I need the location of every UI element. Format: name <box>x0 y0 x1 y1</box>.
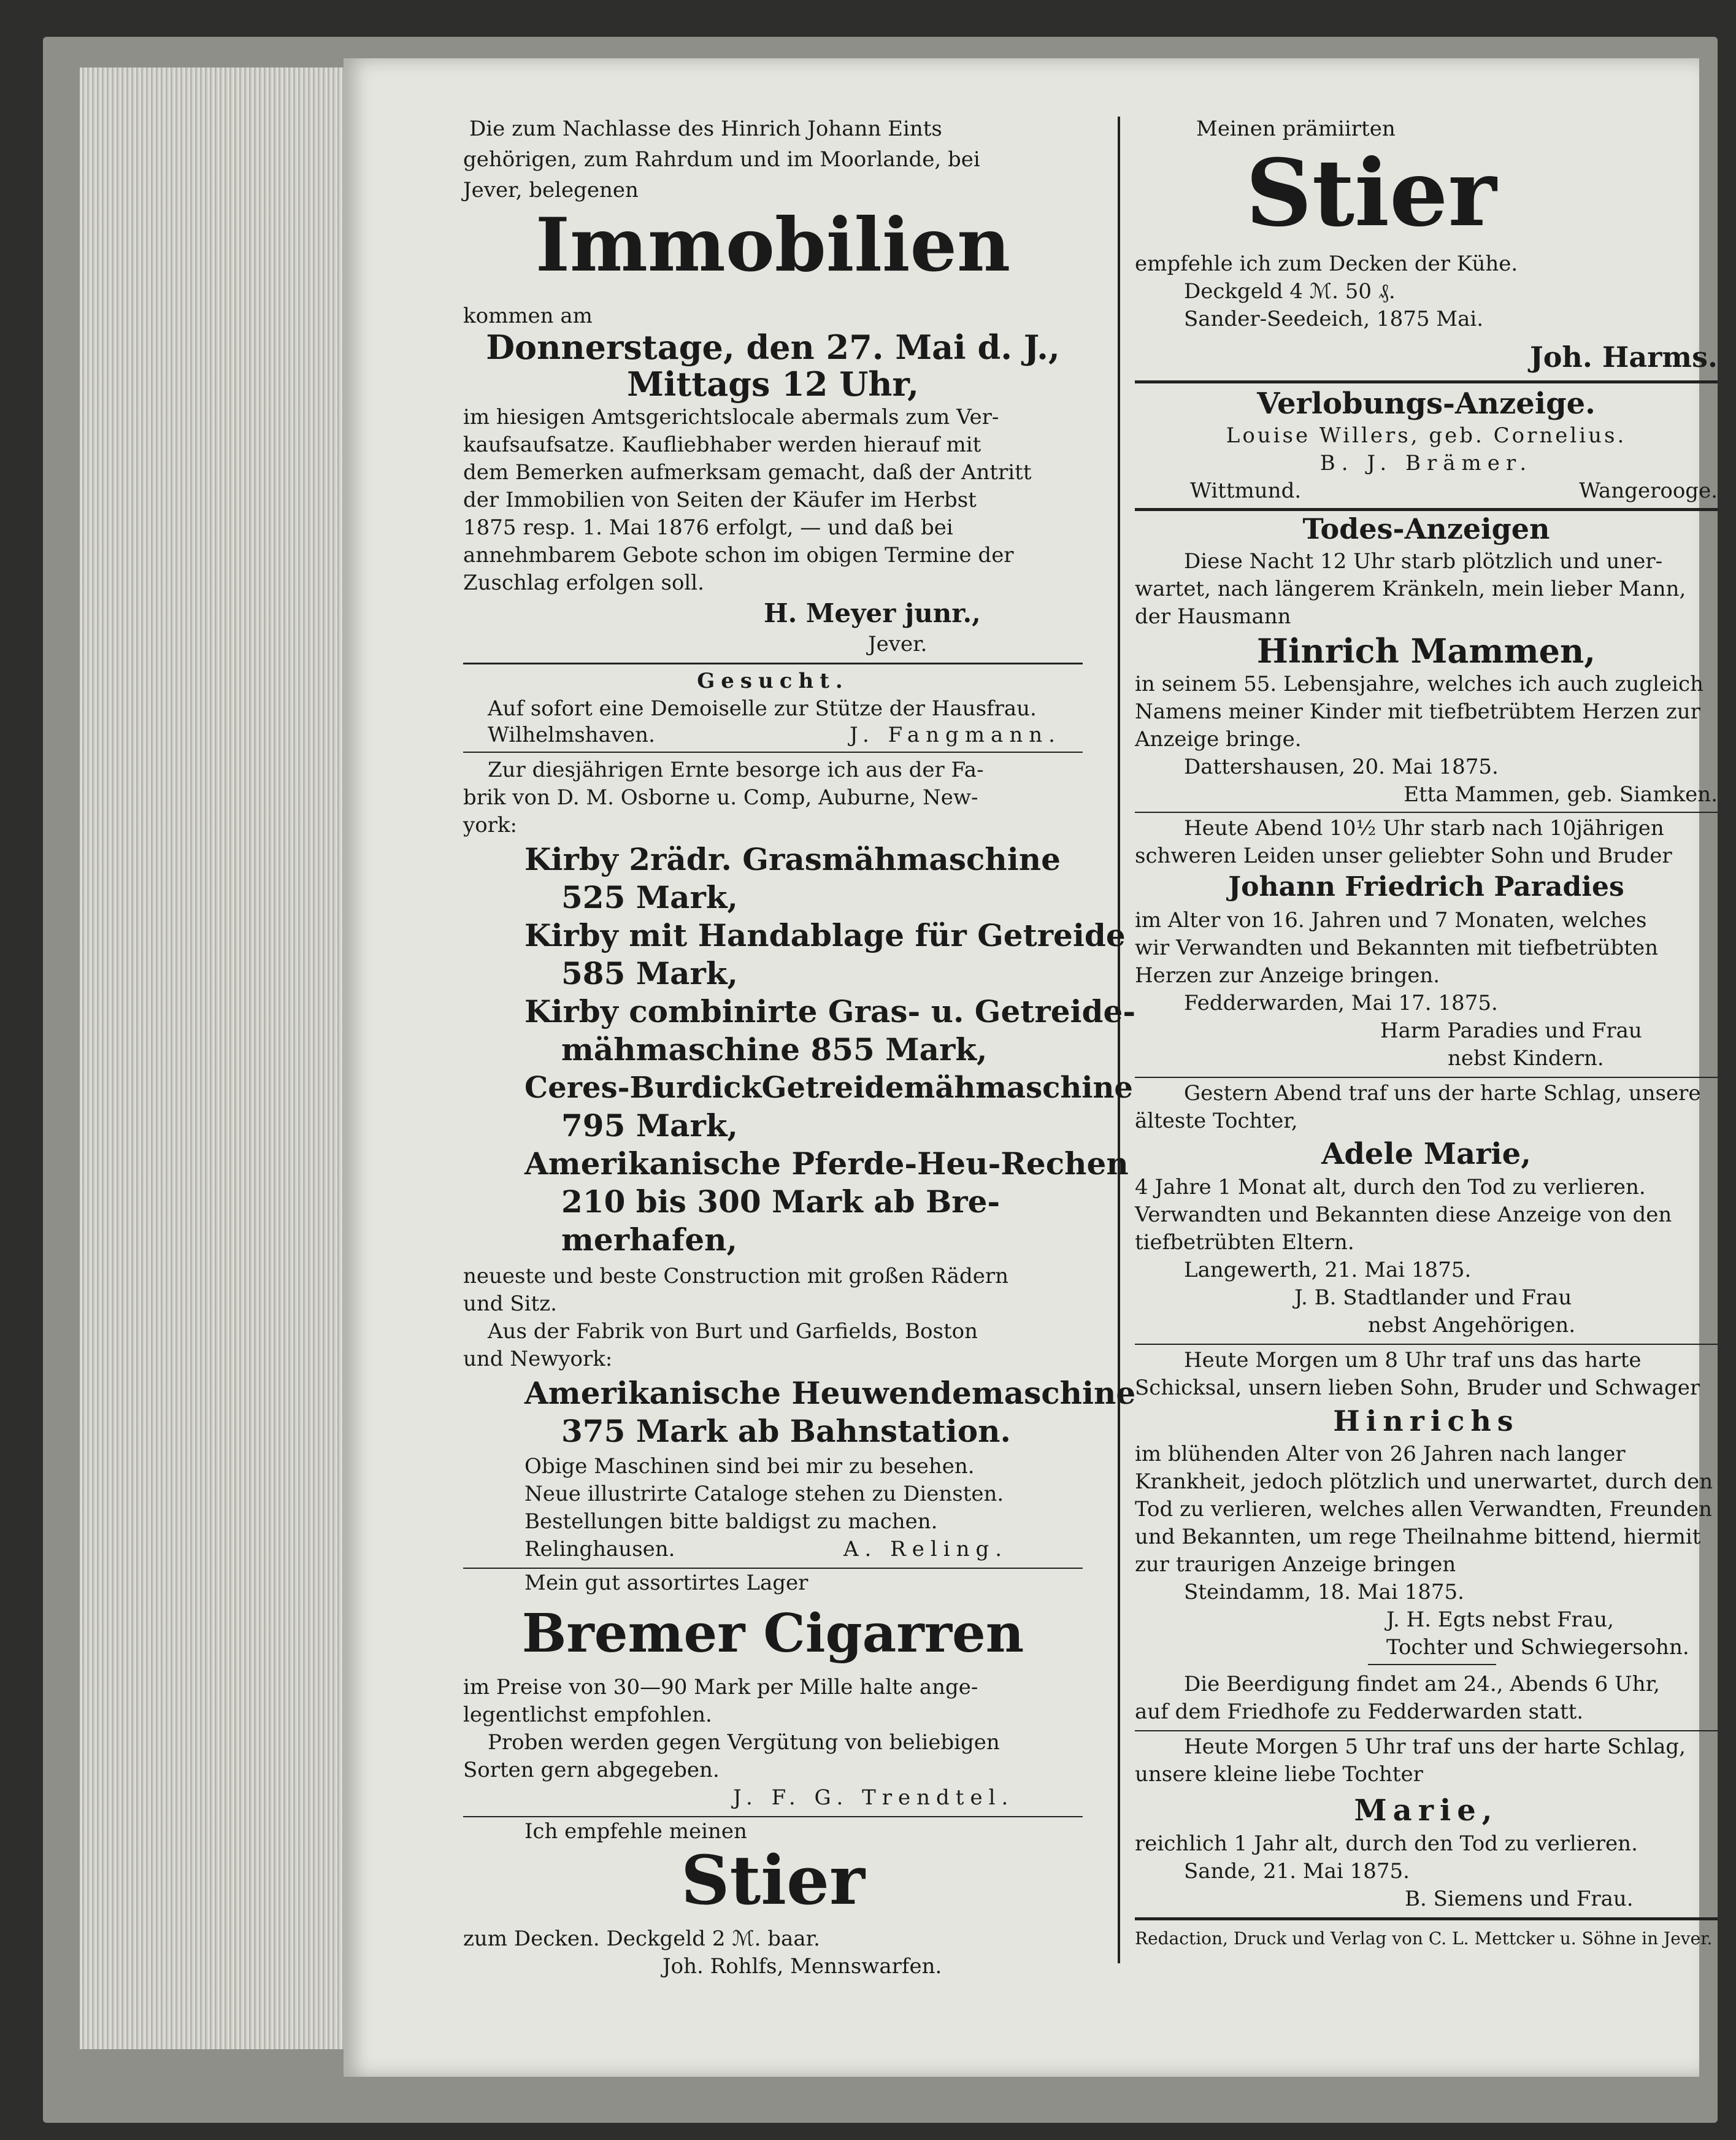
verlobung-line1: Louise Willers, geb. Cornelius. <box>1226 423 1627 448</box>
todes-a1-body-1: in seinem 55. Lebensjahre, welches ich auch zugleich <box>1135 672 1703 696</box>
stier-right-name: Joh. Harms. <box>1529 341 1718 374</box>
todes-a5-intro-2: unsere kleine liebe Tochter <box>1135 1762 1423 1787</box>
rule <box>463 1816 1083 1817</box>
immobilien-body-4: der Immobilien von Seiten der Käufer im Herbst <box>463 488 977 512</box>
cigarren-body-1: im Preise von 30—90 Mark per Mille halte ange- <box>463 1675 978 1699</box>
todes-a2-intro-2: schweren Leiden unser geliebter Sohn und Bruder <box>1135 844 1672 868</box>
todes-a4-name: Hinrichs <box>1333 1404 1519 1438</box>
todes-a4-body-1: im blühenden Alter von 26 Jahren nach langer <box>1135 1442 1626 1466</box>
machines-after-2: und Sitz. <box>463 1291 557 1316</box>
immobilien-body-5: 1875 resp. 1. Mai 1876 erfolgt, — und daß bei <box>463 515 953 540</box>
machine-item-2: 525 Mark, <box>561 879 738 915</box>
todes-a2-name: Johann Friedrich Paradies <box>1228 871 1624 903</box>
immobilien-body-1: im hiesigen Amtsgerichtslocale abermals zum Ver- <box>463 405 999 429</box>
gesucht-line1: Auf sofort eine Demoiselle zur Stütze der Hausfrau. <box>488 696 1037 721</box>
rule <box>1135 1730 1718 1731</box>
verlobung-title: Verlobungs-Anzeige. <box>1257 387 1596 421</box>
immobilien-body-2: kaufsaufsatze. Kaufliebhaber werden hierauf mit <box>463 433 981 457</box>
todes-a2-sign-1: Harm Paradies und Frau <box>1380 1018 1642 1043</box>
cigarren-body-3: Proben werden gegen Vergütung von beliebigen <box>488 1730 1000 1755</box>
immobilien-title: Immobilien <box>535 202 1011 288</box>
todes-a2-sign-2: nebst Kindern. <box>1448 1046 1604 1071</box>
machines-name: A. Reling. <box>843 1537 1008 1561</box>
machine-item2-2: 375 Mark ab Bahnstation. <box>561 1413 1011 1449</box>
verlobung-line2: B. J. Brämer. <box>1319 451 1533 475</box>
todes-a1-date: Dattershausen, 20. Mai 1875. <box>1184 755 1499 779</box>
stier-right-intro: Meinen prämiirten <box>1196 117 1396 141</box>
verlobung-place-right: Wangerooge. <box>1579 479 1718 503</box>
stier-left-title: Stier <box>681 1841 865 1920</box>
machines-after-1: neueste und beste Construction mit großen Rädern <box>463 1264 1009 1288</box>
todes-a3-sign-1: J. B. Stadtlander und Frau <box>1294 1285 1572 1310</box>
gesucht-place: Wilhelmshaven. <box>488 723 655 747</box>
immobilien-date: Donnerstage, den 27. Mai d. J., <box>486 328 1060 367</box>
verlobung-place-left: Wittmund. <box>1190 479 1302 503</box>
immobilien-intro-2: gehörigen, zum Rahrdum und im Moorlande, bei <box>463 147 980 172</box>
todes-a4-body-3: Tod zu verlieren, welches allen Verwandten, Freunden <box>1135 1497 1712 1522</box>
todes-a4-intro-2: Schicksal, unsern lieben Sohn, Bruder und Schwager <box>1135 1376 1700 1400</box>
stier-left-body: zum Decken. Deckgeld 2 ℳ. baar. <box>463 1926 820 1951</box>
todes-a5-intro-1: Heute Morgen 5 Uhr traf uns der harte Schlag, <box>1184 1734 1686 1759</box>
todes-a4-date: Steindamm, 18. Mai 1875. <box>1184 1580 1464 1604</box>
todes-a2-intro-1: Heute Abend 10½ Uhr starb nach 10jährigen <box>1184 816 1664 841</box>
rule <box>1135 380 1718 383</box>
todes-a2-body-3: Herzen zur Anzeige bringen. <box>1135 963 1440 988</box>
page-edges <box>80 67 368 2049</box>
todes-a5-body-1: reichlich 1 Jahr alt, durch den Tod zu verlieren. <box>1135 1831 1638 1856</box>
todes-a1-body-3: Anzeige bringe. <box>1135 727 1302 752</box>
immobilien-signer: H. Meyer junr., <box>764 598 981 628</box>
todes-a4-body-5: zur traurigen Anzeige bringen <box>1135 1552 1456 1577</box>
todes-a3-intro-2: älteste Tochter, <box>1135 1109 1298 1133</box>
imprint-footer: Redaction, Druck und Verlag von C. L. Mettcker u. Söhne in Jever. <box>1135 1928 1713 1949</box>
immobilien-intro-3: Jever, belegenen <box>463 178 639 202</box>
todes-a3-body-2: Verwandten und Bekannten diese Anzeige von den <box>1135 1203 1672 1227</box>
todes-a5-sign: B. Siemens und Frau. <box>1405 1887 1634 1911</box>
todes-a4-body-2: Krankheit, jedoch plötzlich und unerwartet, durch den <box>1135 1469 1713 1494</box>
rule <box>463 1568 1083 1569</box>
rule <box>1135 1077 1718 1078</box>
machine-item-4: 585 Mark, <box>561 955 738 991</box>
stier-right-body-1: empfehle ich zum Decken der Kühe. <box>1135 252 1518 276</box>
stier-left-name: Joh. Rohlfs, Mennswarfen. <box>663 1954 942 1979</box>
todes-a2-date: Fedderwarden, Mai 17. 1875. <box>1184 991 1498 1015</box>
todes-a1-name: Hinrich Mammen, <box>1256 631 1596 671</box>
todes-a3-body-1: 4 Jahre 1 Monat alt, durch den Tod zu verlieren. <box>1135 1175 1646 1199</box>
rule <box>1135 1344 1718 1345</box>
rule <box>463 663 1083 664</box>
todes-title: Todes-Anzeigen <box>1302 512 1550 545</box>
todes-a4-intro-1: Heute Morgen um 8 Uhr traf uns das harte <box>1184 1348 1642 1372</box>
cigarren-intro: Mein gut assortirtes Lager <box>524 1571 808 1595</box>
todes-a1-intro-3: der Hausmann <box>1135 604 1291 629</box>
rule <box>1135 508 1718 511</box>
machine-item2-1: Amerikanische Heuwendemaschine <box>524 1375 1136 1411</box>
todes-a1-intro-1: Diese Nacht 12 Uhr starb plötzlich und uner- <box>1184 549 1663 574</box>
machines-intro-2: brik von D. M. Osborne u. Comp, Auburne, New- <box>463 785 978 810</box>
todes-a3-sign-2: nebst Angehörigen. <box>1368 1313 1576 1338</box>
todes-a2-body-1: im Alter von 16. Jahren und 7 Monaten, welches <box>1135 908 1647 933</box>
machine-item-5: Kirby combinirte Gras- u. Getreide- <box>524 993 1136 1030</box>
machine-item-10: 210 bis 300 Mark ab Bre- <box>561 1184 1001 1220</box>
machines-place: Relinghausen. <box>524 1537 675 1561</box>
machine-item-8: 795 Mark, <box>561 1107 738 1144</box>
rule <box>1135 1917 1718 1920</box>
machine-item-9: Amerikanische Pferde-Heu-Rechen <box>524 1145 1129 1182</box>
rule <box>1135 812 1718 813</box>
machine-item-7: Ceres-BurdickGetreidemähmaschine <box>524 1071 1133 1105</box>
todes-a3-date: Langewerth, 21. Mai 1875. <box>1184 1258 1472 1282</box>
immobilien-body-3: dem Bemerken aufmerksam gemacht, daß der Antritt <box>463 460 1032 485</box>
machine-item-11: merhafen, <box>561 1222 737 1258</box>
rule <box>1368 1664 1496 1665</box>
todes-a5-date: Sande, 21. Mai 1875. <box>1184 1859 1410 1884</box>
todes-a3-intro-1: Gestern Abend traf uns der harte Schlag, unsere <box>1184 1081 1701 1106</box>
machines-tail-1: Obige Maschinen sind bei mir zu besehen. <box>524 1454 975 1479</box>
stier-right-title: Stier <box>1245 139 1497 247</box>
machines-tail-2: Neue illustrirte Cataloge stehen zu Diensten. <box>524 1482 1004 1506</box>
cigarren-name: J. F. G. Trendtel. <box>733 1785 1015 1810</box>
todes-a4-funeral-2: auf dem Friedhofe zu Fedderwarden statt. <box>1135 1699 1584 1724</box>
immobilien-intro-1: Die zum Nachlasse des Hinrich Johann Eints <box>469 117 942 141</box>
stier-right-body-3: Sander-Seedeich, 1875 Mai. <box>1184 307 1484 331</box>
immobilien-kommen: kommen am <box>463 304 593 328</box>
immobilien-body-7: Zuschlag erfolgen soll. <box>463 571 704 595</box>
machine-item-6: mähmaschine 855 Mark, <box>561 1031 988 1068</box>
todes-a3-name: Adele Marie, <box>1321 1137 1531 1171</box>
todes-a4-sign-2: Tochter und Schwiegersohn. <box>1386 1635 1689 1660</box>
column-divider <box>1118 117 1120 1963</box>
immobilien-place: Jever. <box>868 632 928 656</box>
gesucht-title: Gesucht. <box>697 669 849 693</box>
immobilien-time: Mittags 12 Uhr, <box>627 364 919 404</box>
cigarren-body-2: legentlichst empfohlen. <box>463 1703 712 1727</box>
rule <box>463 752 1083 753</box>
stier-left-intro: Ich empfehle meinen <box>524 1819 747 1844</box>
machines-intro-3: york: <box>463 813 517 837</box>
machines-after-3: Aus der Fabrik von Burt und Garfields, Boston <box>488 1319 978 1344</box>
todes-a3-body-3: tiefbetrübten Eltern. <box>1135 1230 1354 1255</box>
todes-a4-funeral-1: Die Beerdigung findet am 24., Abends 6 Uhr, <box>1184 1672 1660 1696</box>
cigarren-title: Bremer Cigarren <box>521 1603 1024 1665</box>
stier-right-body-2: Deckgeld 4 ℳ. 50 ₰. <box>1184 279 1396 304</box>
machines-tail-3: Bestellungen bitte baldigst zu machen. <box>524 1509 938 1534</box>
todes-a1-intro-2: wartet, nach längerem Kränkeln, mein lieber Mann, <box>1135 577 1686 601</box>
todes-a1-body-2: Namens meiner Kinder mit tiefbetrübtem Herzen zur <box>1135 699 1700 724</box>
machines-intro-1: Zur diesjährigen Ernte besorge ich aus der Fa- <box>488 758 984 782</box>
gesucht-name: J. Fangmann. <box>850 723 1061 747</box>
immobilien-body-6: annehmbarem Gebote schon im obigen Termine der <box>463 543 1014 568</box>
todes-a4-sign-1: J. H. Egts nebst Frau, <box>1386 1607 1614 1632</box>
machine-item-1: Kirby 2rädr. Grasmähmaschine <box>524 841 1061 877</box>
cigarren-body-4: Sorten gern abgegeben. <box>463 1758 720 1782</box>
todes-a5-name: Marie, <box>1354 1793 1499 1828</box>
todes-a1-sign: Etta Mammen, geb. Siamken. <box>1404 782 1718 807</box>
todes-a4-body-4: und Bekannten, um rege Theilnahme bittend, hiermit <box>1135 1525 1701 1549</box>
machine-item-3: Kirby mit Handablage für Getreide <box>524 917 1126 953</box>
machines-after-4: und Newyork: <box>463 1347 613 1371</box>
todes-a2-body-2: wir Verwandten und Bekannten mit tiefbetrübten <box>1135 936 1658 960</box>
